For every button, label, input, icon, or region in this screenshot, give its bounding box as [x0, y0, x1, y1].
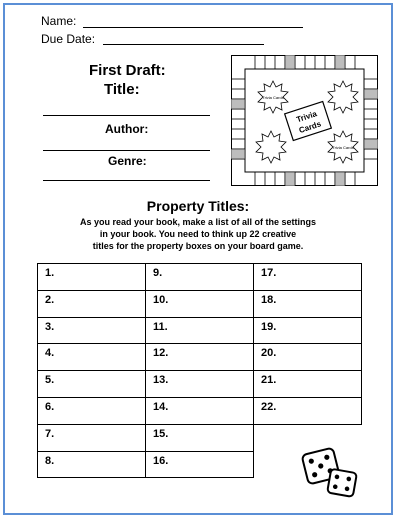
burst-text-2: Trivia Cards — [332, 145, 354, 150]
property-box[interactable]: 3. — [38, 317, 146, 344]
property-box[interactable]: 22. — [254, 397, 362, 424]
burst-text-1: Trivia Cards — [262, 95, 284, 100]
dice-icon — [301, 445, 361, 499]
property-box[interactable]: 13. — [146, 371, 254, 398]
property-box[interactable]: 14. — [146, 397, 254, 424]
property-box[interactable]: 6. — [38, 397, 146, 424]
due-date-line — [103, 44, 264, 45]
name-label: Name: — [41, 14, 77, 28]
property-box[interactable]: 7. — [38, 424, 146, 451]
author-line — [43, 150, 210, 151]
card-text-cards: Cards — [297, 119, 323, 135]
table-row — [38, 264, 362, 291]
instruction-line-1: As you read your book, make a list of all of the settings — [79, 217, 317, 227]
first-draft-heading: First Draft: — [89, 62, 166, 79]
table-row — [38, 344, 362, 371]
name-line — [83, 27, 303, 28]
title-line — [43, 115, 210, 116]
genre-label: Genre: — [108, 154, 147, 168]
property-box[interactable]: 16. — [146, 451, 254, 478]
instructions — [5, 216, 391, 252]
genre-line — [43, 180, 210, 181]
table-row — [38, 371, 362, 398]
property-box[interactable]: 8. — [38, 451, 146, 478]
board-game-picture — [231, 55, 378, 186]
property-box[interactable]: 21. — [254, 371, 362, 398]
worksheet-page — [3, 3, 393, 515]
due-date-label: Due Date: — [41, 32, 96, 46]
property-box[interactable]: 20. — [254, 344, 362, 371]
instruction-line-3: titles for the property boxes on your board game. — [92, 241, 304, 251]
instruction-line-2: in your book. You need to think up 22 creative — [99, 229, 297, 239]
property-box[interactable]: 9. — [146, 264, 254, 291]
property-box[interactable]: 19. — [254, 317, 362, 344]
table-row — [38, 317, 362, 344]
property-box[interactable]: 12. — [146, 344, 254, 371]
property-box[interactable]: 5. — [38, 371, 146, 398]
property-box[interactable]: 17. — [254, 264, 362, 291]
property-box[interactable]: 10. — [146, 290, 254, 317]
card-text-trivia: Trivia — [295, 109, 318, 125]
property-box[interactable]: 1. — [38, 264, 146, 291]
author-label: Author: — [105, 122, 149, 136]
table-row — [38, 397, 362, 424]
property-box[interactable]: 4. — [38, 344, 146, 371]
property-box[interactable]: 2. — [38, 290, 146, 317]
property-box[interactable]: 15. — [146, 424, 254, 451]
title-label: Title: — [104, 81, 140, 98]
table-row — [38, 290, 362, 317]
property-titles-heading: Property Titles: — [146, 198, 250, 214]
property-box[interactable]: 18. — [254, 290, 362, 317]
property-box[interactable]: 11. — [146, 317, 254, 344]
